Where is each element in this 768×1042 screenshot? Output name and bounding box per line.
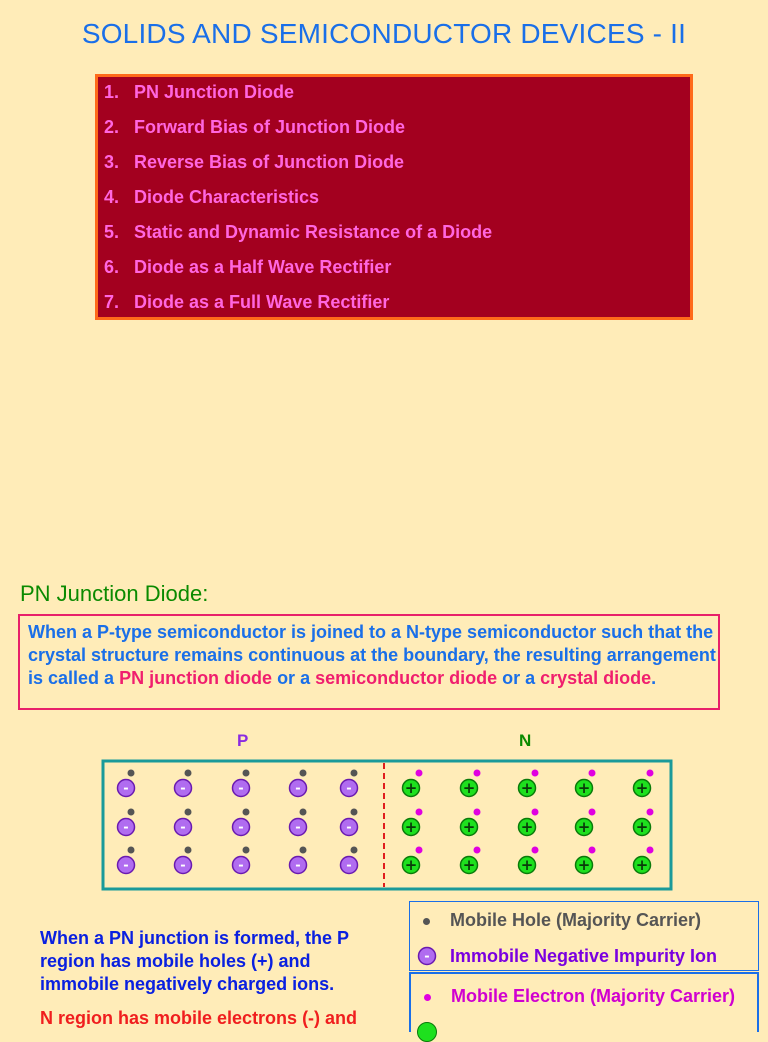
- electron-dot: [589, 809, 596, 816]
- toc-number: 4.: [104, 187, 120, 207]
- positive-ion-sign: +: [635, 818, 649, 836]
- negative-ion-icon: [416, 945, 438, 967]
- negative-ion-sign: -: [346, 781, 352, 797]
- hole-dot: [351, 770, 358, 777]
- legend-label: Mobile Electron (Majority Carrier): [451, 986, 736, 1006]
- positive-ion-sign: +: [577, 856, 591, 874]
- hole-dot: [128, 770, 135, 777]
- hole-dot: [243, 770, 250, 777]
- hole-dot: [185, 847, 192, 854]
- toc-item-5[interactable]: [104, 222, 492, 243]
- negative-ion-sign: -: [123, 781, 129, 797]
- hole-dot: [351, 809, 358, 816]
- n-region-description: N region has mobile electrons (-) and: [40, 1008, 358, 1028]
- definition-text: or a: [272, 668, 316, 688]
- toc-label: Static and Dynamic Resistance of a Diode: [134, 222, 493, 242]
- toc-item-1[interactable]: [104, 82, 294, 103]
- negative-ion-sign: -: [295, 781, 301, 797]
- toc-label: Forward Bias of Junction Diode: [134, 117, 406, 137]
- toc-item-4[interactable]: [104, 187, 319, 208]
- table-of-contents: [95, 74, 693, 320]
- electron-dot: [589, 770, 596, 777]
- negative-ion-sign: -: [346, 820, 352, 836]
- electron-dot: [647, 809, 654, 816]
- electron-dot: [474, 809, 481, 816]
- toc-label: Diode Characteristics: [134, 187, 320, 207]
- positive-ion-sign: +: [462, 856, 476, 874]
- negative-ion-sign: -: [123, 820, 129, 836]
- electron-dot: [532, 809, 539, 816]
- definition-term: semiconductor diode: [315, 668, 498, 688]
- positive-ion-sign: +: [520, 856, 534, 874]
- toc-label: PN Junction Diode: [134, 82, 295, 102]
- positive-ion-sign: +: [462, 818, 476, 836]
- electron-dot: [416, 770, 423, 777]
- electron-dot: [647, 770, 654, 777]
- hole-dot: [300, 809, 307, 816]
- section-heading: PN Junction Diode:: [20, 581, 209, 606]
- electron-dot: [416, 809, 423, 816]
- toc-number: 3.: [104, 152, 120, 172]
- hole-dot: [300, 770, 307, 777]
- negative-ion-sign: -: [180, 781, 186, 797]
- toc-item-6[interactable]: [104, 257, 391, 278]
- toc-number: 5.: [104, 222, 120, 242]
- toc-item-7[interactable]: [104, 292, 389, 313]
- n-region-label: N: [519, 731, 532, 750]
- hole-dot: [128, 847, 135, 854]
- toc-number: 1.: [104, 82, 120, 102]
- negative-ion-sign: -: [238, 820, 244, 836]
- electron-dot-icon: [424, 994, 431, 1001]
- positive-ion-sign: +: [462, 779, 476, 797]
- hole-dot: [351, 847, 358, 854]
- negative-ion-sign: -: [295, 820, 301, 836]
- negative-ion-sign: -: [238, 858, 244, 874]
- hole-dot: [243, 809, 250, 816]
- toc-item-3[interactable]: [104, 152, 404, 173]
- definition-box: [18, 614, 720, 710]
- definition-term: crystal diode: [540, 668, 652, 688]
- legend-p-region: [409, 901, 759, 971]
- positive-ion-sign: +: [577, 779, 591, 797]
- electron-dot: [589, 847, 596, 854]
- electron-dot: [474, 847, 481, 854]
- definition-term: PN junction diode: [119, 668, 273, 688]
- positive-ion-sign: +: [520, 818, 534, 836]
- positive-ion-sign: +: [520, 779, 534, 797]
- toc-number: 7.: [104, 292, 120, 312]
- legend-label: Immobile Negative Impurity Ion: [450, 946, 718, 966]
- negative-ion-sign: -: [295, 858, 301, 874]
- electron-dot: [416, 847, 423, 854]
- positive-ion-sign: +: [404, 779, 418, 797]
- positive-ion-icon: [417, 1022, 437, 1042]
- hole-dot: [185, 770, 192, 777]
- hole-dot: [128, 809, 135, 816]
- p-region-description: When a PN junction is formed, the P region has mobile holes (+) and immobile negatively charged ions.: [40, 928, 349, 994]
- negative-ion-sign: -: [238, 781, 244, 797]
- toc-label: Reverse Bias of Junction Diode: [134, 152, 405, 172]
- negative-ion-sign: -: [180, 858, 186, 874]
- negative-sign: -: [424, 949, 430, 965]
- positive-ion-sign: +: [404, 856, 418, 874]
- hole-dot: [185, 809, 192, 816]
- electron-dot: [532, 847, 539, 854]
- page-title: SOLIDS AND SEMICONDUCTOR DEVICES - II: [81, 18, 687, 49]
- pn-junction-diagram: [0, 755, 768, 895]
- legend-label: Mobile Hole (Majority Carrier): [450, 910, 702, 930]
- electron-dot: [474, 770, 481, 777]
- positive-ion-sign: +: [577, 818, 591, 836]
- p-region-label: P: [237, 731, 249, 750]
- positive-ion-sign: +: [635, 856, 649, 874]
- definition-text: .: [651, 668, 657, 688]
- hole-dot: [243, 847, 250, 854]
- electron-dot: [647, 847, 654, 854]
- hole-dot-icon: [423, 918, 430, 925]
- hole-dot: [300, 847, 307, 854]
- toc-label: Diode as a Half Wave Rectifier: [134, 257, 392, 277]
- legend-n-region: [409, 972, 759, 1032]
- toc-label: Diode as a Full Wave Rectifier: [134, 292, 390, 312]
- positive-ion-sign: +: [404, 818, 418, 836]
- definition-text: or a: [497, 668, 541, 688]
- positive-ion-sign: +: [635, 779, 649, 797]
- definition-text: When a P-type semiconductor is joined to a N-type semiconductor such that the crystal structure remains continuous at the boundary, the resulting arrangement is called a: [28, 622, 716, 688]
- toc-number: 2.: [104, 117, 120, 137]
- electron-dot: [532, 770, 539, 777]
- negative-ion-sign: -: [180, 820, 186, 836]
- toc-number: 6.: [104, 257, 120, 277]
- negative-ion-sign: -: [123, 858, 129, 874]
- negative-ion-sign: -: [346, 858, 352, 874]
- toc-item-2[interactable]: [104, 117, 405, 138]
